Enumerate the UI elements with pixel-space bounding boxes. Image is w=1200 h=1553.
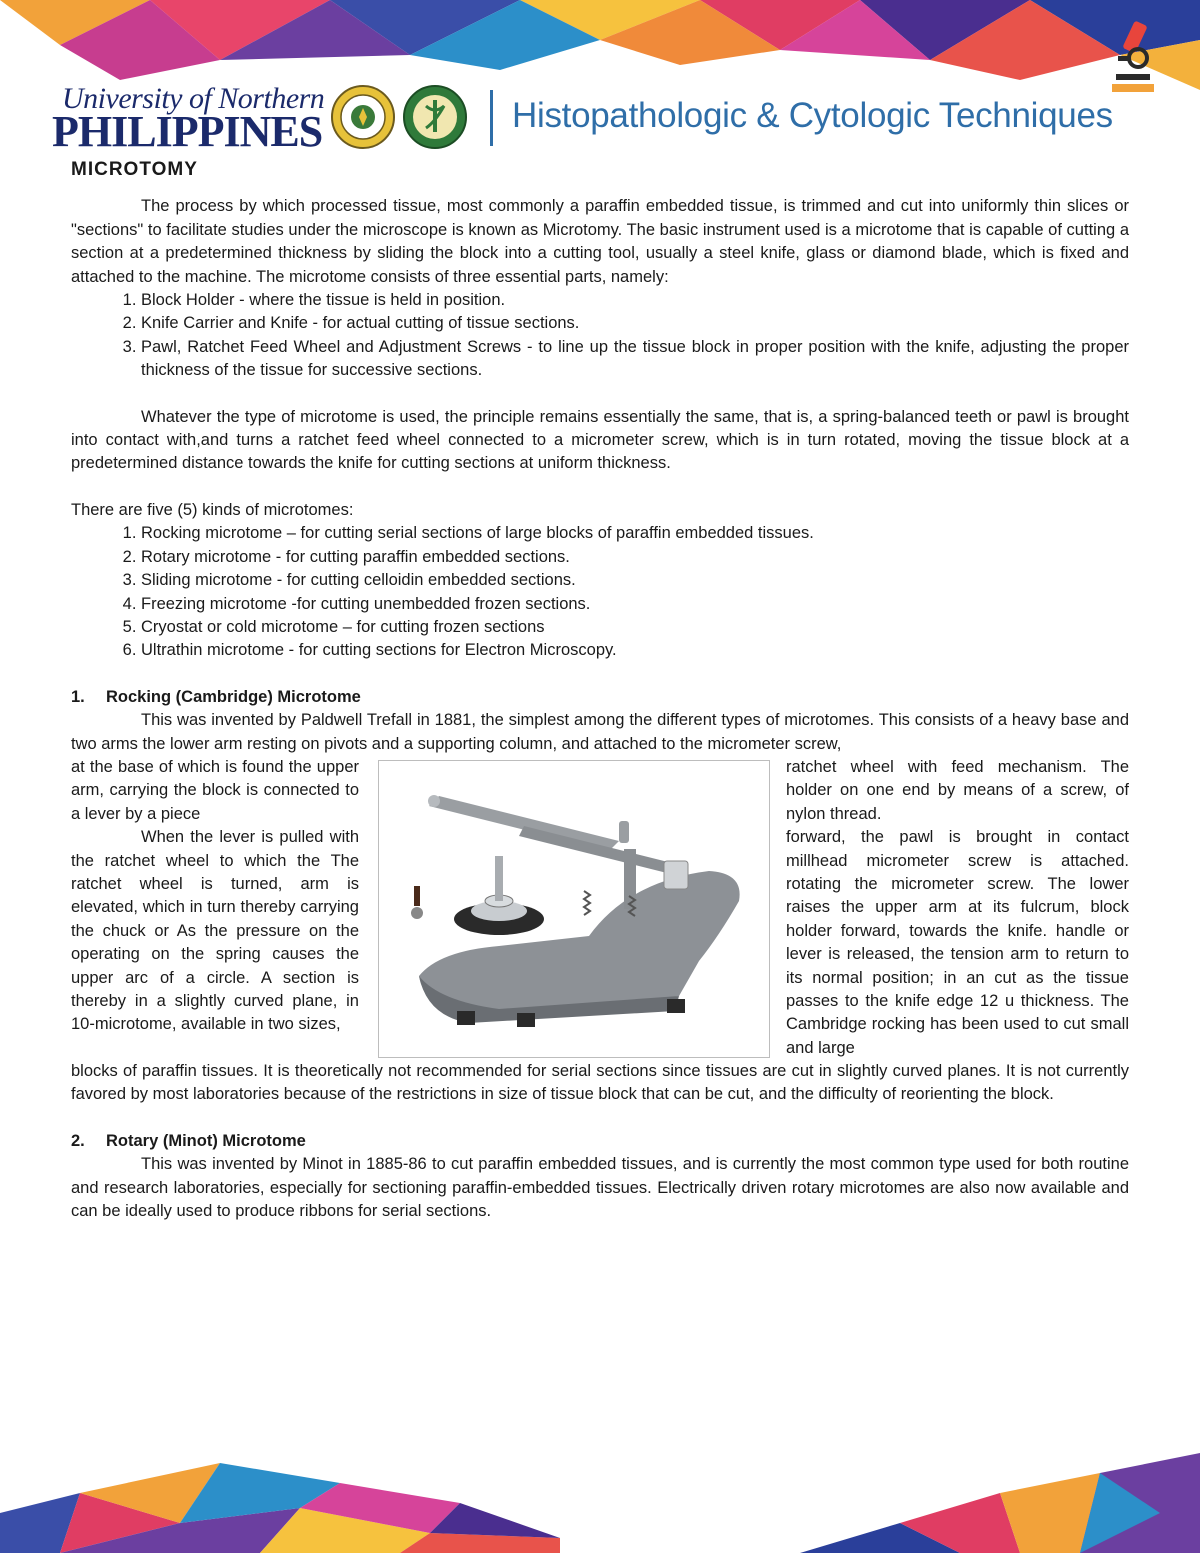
wrap-left-2: When the lever is pulled with the ratchet wheel to which the The ratchet wheel is turned, arm is elevated, which in turn thereby carrying the chuck or As the pressure on the operating on the spring causes the upper arc of a circle. A section is thereby in a slightly curved plane, in 10-microtome, available in two sizes,	[71, 828, 359, 1034]
section1-lead: This was invented by Paldwell Trefall in 1881, the simplest among the different types of microtomes. This consists of a heavy base and two arms the lower arm resting on pivots and a supporting column, and attached to the micrometer screw,	[71, 711, 1129, 753]
list-item: 1. Block Holder - where the tissue is held in position.	[141, 289, 1129, 312]
logo-line1: University of Northern	[62, 82, 325, 115]
section-heading	[71, 686, 1129, 709]
microtome-image	[378, 760, 770, 1058]
wrap-right-1: ratchet wheel with feed mechanism. The holder on one end by means of a screw, of nylon thread.	[786, 757, 1129, 823]
list-item: 6. Ultrathin microtome - for cutting sections for Electron Microscopy.	[141, 639, 1129, 662]
page-header	[52, 82, 1172, 162]
microscope-icon	[1108, 18, 1158, 98]
list-item: 1. Rocking microtome – for cutting serial sections of large blocks of paraffin embedded tissues.	[141, 522, 1129, 545]
section-heading-text: Rocking (Cambridge) Microtome	[106, 687, 361, 706]
college-seal-icon	[402, 84, 468, 150]
section-heading	[71, 1130, 1129, 1153]
list-item: 2. Rotary microtome - for cutting paraffin embedded sections.	[141, 546, 1129, 569]
kinds-list	[71, 522, 1129, 662]
wrap-left-1: at the base of which is found the upper arm, carrying the block is connected to a lever by a piece	[71, 757, 359, 823]
wrap-text-right	[786, 756, 1129, 1060]
list-item: 2. Knife Carrier and Knife - for actual cutting of tissue sections.	[141, 312, 1129, 335]
university-logo	[52, 82, 327, 156]
header-divider	[490, 90, 493, 146]
intro-paragraph: The process by which processed tissue, most commonly a paraffin embedded tissue, is trimmed and cut into uniformly thin slices or "sections" to facilitate studies under the microscope is known as Microtomy. The basic instrument used is a microtome that is capable of cutting a section at a predetermined thickness by sliding the block into a cutting tool, usually a steel knife, glass or diamond blade, which is fixed and attached to the machine. The microtome consists of three essential parts, namely:	[71, 197, 1129, 286]
footer-decoration	[0, 1453, 1200, 1553]
principle-paragraph: Whatever the type of microtome is used, the principle remains essentially the same, that is, a spring-balanced teeth or pawl is brought into contact with,and turns a ratchet feed wheel connected to a micrometer screw, which is in turn rotated, moving the tissue block at a predetermined distance towards the knife for cutting sections at uniform thickness.	[71, 407, 1129, 473]
section1-tail: blocks of paraffin tissues. It is theoretically not recommended for serial sections since tissues are cut in slightly curved planes. It is not currently favored by most laboratories because of the restrictions in size of tissue block that can be cut, and the difficulty of reorienting the block.	[71, 1061, 1129, 1104]
wrap-right-2: forward, the pawl is brought in contact millhead micrometer screw is attached. rotating the micrometer screw. The lower raises the upper arm at its fulcrum, block holder forward, towards the knife. handle or lever is released, the tension arm to return to its normal position; in an cut as the tissue passes to the knife edge 12 u thickness. The Cambridge rocking has been used to cut small and large	[786, 828, 1129, 1057]
list-item: 5. Cryostat or cold microtome – for cutting frozen sections	[141, 616, 1129, 639]
section-number: 1.	[71, 687, 85, 706]
list-item: 4. Freezing microtome -for cutting unembedded frozen sections.	[141, 593, 1129, 616]
logo-line2: PHILIPPINES	[52, 107, 323, 156]
wrap-text-left	[71, 756, 359, 1037]
list-item: 3. Pawl, Ratchet Feed Wheel and Adjustment Screws - to line up the tissue block in proper position with the knife, adjusting the proper thickness of the tissue for successive sections.	[141, 336, 1129, 383]
course-title: Histopathologic & Cytologic Techniques	[512, 96, 1113, 135]
university-seal-icon	[330, 84, 396, 150]
section-heading-text: Rotary (Minot) Microtome	[106, 1131, 306, 1150]
section2-body: This was invented by Minot in 1885-86 to cut paraffin embedded tissues, and is currently the most common type used for both routine and research laboratories, especially for sectioning paraffin-embedded tissues. Electrically driven rotary microtomes are also now available and can be ideally used to produce ribbons for serial sections.	[71, 1155, 1129, 1220]
document-body	[71, 158, 1129, 1223]
kinds-intro: There are five (5) kinds of microtomes:	[71, 500, 354, 519]
list-item: 3. Sliding microtome - for cutting celloidin embedded sections.	[141, 569, 1129, 592]
figure-wrap	[71, 756, 1129, 1060]
parts-list	[71, 289, 1129, 383]
page-title: MICROTOMY	[71, 159, 198, 180]
section-number: 2.	[71, 1131, 85, 1150]
